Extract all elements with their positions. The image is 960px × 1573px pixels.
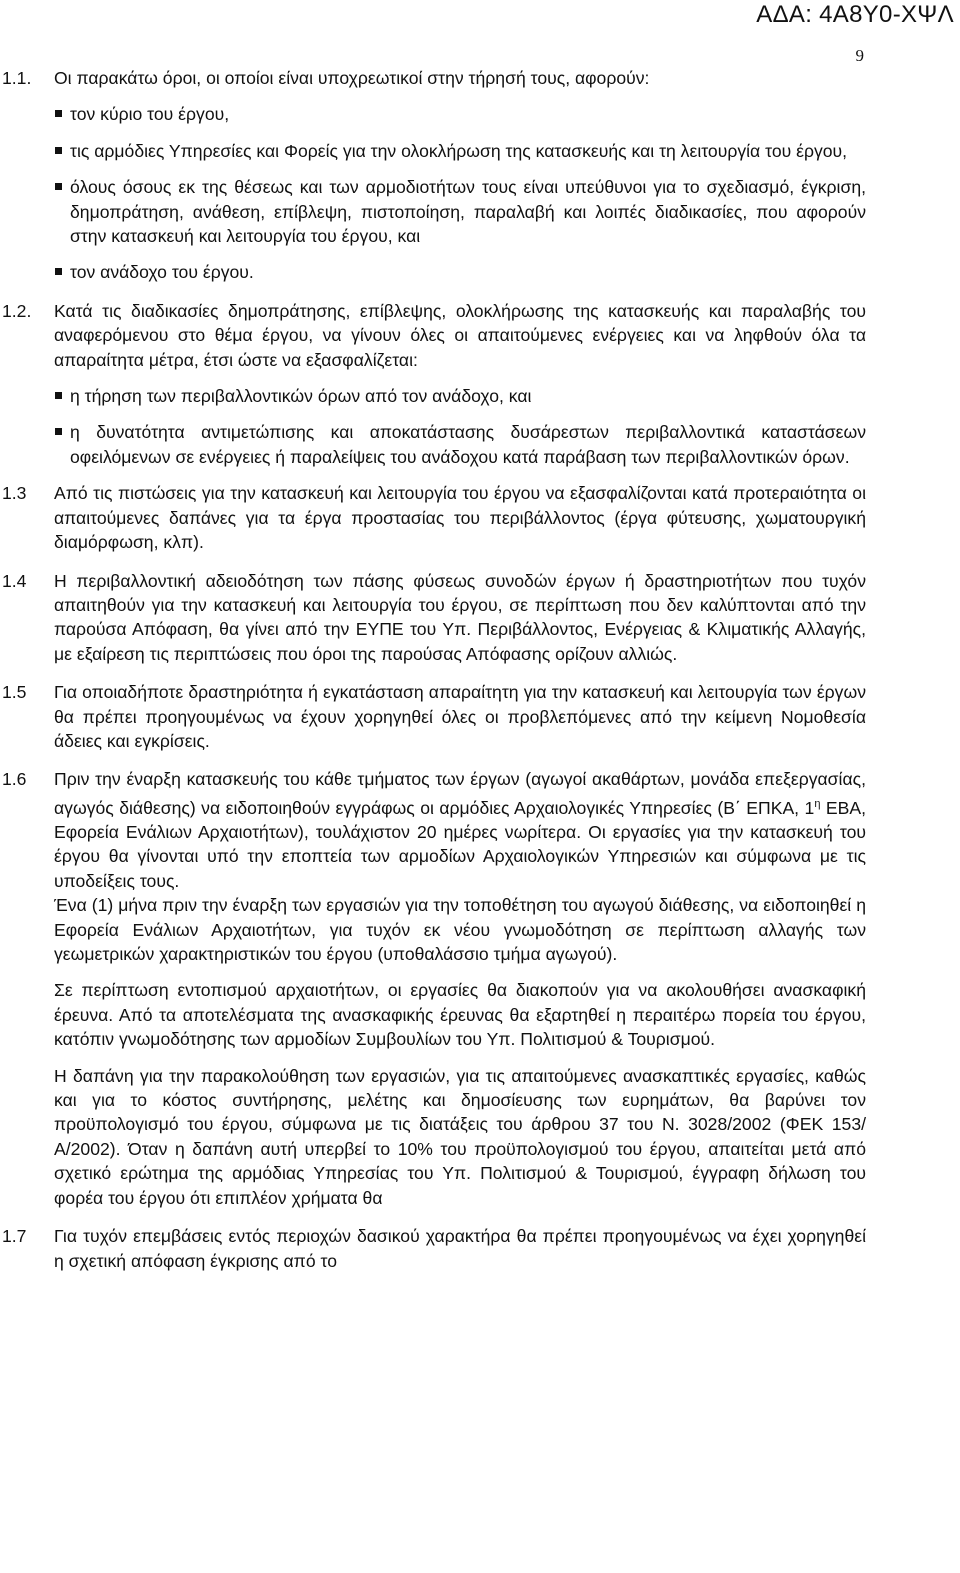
bullet-text: τον κύριο του έργου, — [70, 104, 230, 125]
section-1-2 — [0, 299, 866, 469]
section-text: Για τυχόν επεμβάσεις εντός περιοχών δασικού χαρακτήρα θα πρέπει προηγουμένως να έχει χορηγηθεί η σχετική απόφαση έγκρισης από το — [54, 1226, 866, 1271]
section-text: Για οποιαδήποτε δραστηριότητα ή εγκατάσταση απαραίτητη για την κατασκευή και λειτουργία των έργων θα πρέπει προηγουμένως να έχουν χορηγηθεί όλες οι προβλεπόμενες από την κείμενη Νομοθεσία άδειες και εγκρίσεις. — [54, 682, 866, 751]
section-paragraph — [54, 767, 866, 893]
section-paragraph: Σε περίπτωση εντοπισμού αρχαιοτήτων, οι εργασίες θα διακοπούν για να ακολουθήσει ανασκαφική έρευνα. Από τα αποτελέσματα της ανασκαφικής έρευνας θα εξαρτηθεί η περαιτέρω πορεία του έργου, κατόπιν γνωμοδότησης των αρμοδίων Συμβουλίων του Υπ. Πολιτισμού & Τουρισμού. — [54, 980, 866, 1050]
superscript: η — [814, 797, 821, 810]
bullet-item — [54, 102, 866, 126]
section-intro: Οι παρακάτω όροι, οι οποίοι είναι υποχρεωτικοί στην τήρησή τους, αφορούν: — [54, 68, 650, 88]
section-number: 1.6 — [2, 769, 27, 790]
bullet-item — [54, 139, 866, 163]
section-1-6 — [0, 767, 866, 1210]
section-1-3 — [0, 481, 866, 554]
section-number: 1.3 — [2, 483, 27, 504]
section-paragraph: Ένα (1) μήνα πριν την έναρξη των εργασιών για την τοποθέτηση του αγωγού διάθεσης, να ειδοποιηθεί η Εφορεία Ενάλιων Αρχαιοτήτων, για τυχόν εκ νέου γνωμοδότηση σε περίπτωση αλλαγής των γεωμετρικών χαρακτηριστικών του έργου (υποθαλάσσιο τμήμα αγωγού). — [54, 895, 866, 965]
section-number: 1.5 — [2, 682, 27, 703]
paragraph-text: Πριν την έναρξη κατασκευής του κάθε τμήματος των έργων (αγωγοί ακαθάρτων, μονάδα επεξεργασίας, αγωγός διάθεσης) να ειδοποιηθούν εγγράφως οι αρμόδιες Αρχαιολογικές Υπηρεσίες (Β΄ ΕΠΚΑ, 1 — [54, 769, 866, 818]
section-number: 1.2. — [2, 300, 32, 321]
section-number: 1.4 — [2, 570, 27, 591]
section-number: 1.7 — [2, 1226, 27, 1247]
document-body — [0, 66, 866, 1273]
section-text: Η περιβαλλοντική αδειοδότηση των πάσης φύσεως συνοδών έργων ή δραστηριοτήτων που τυχόν απαιτηθούν για την κατασκευή και λειτουργία του έργου, σε περίπτωση που δεν καλύπτονται από την παρούσα Απόφαση, θα γίνει από την ΕΥΠΕ του Υπ. Περιβάλλοντος, Ενέργειας & Κλιματικής Αλλαγής, με εξαίρεση τις περιπτώσεις που όροι της παρούσας Απόφασης ορίζουν αλλιώς. — [54, 570, 866, 664]
bullet-item — [54, 384, 866, 408]
bullet-text: η τήρηση των περιβαλλοντικών όρων από τον ανάδοχο, και — [70, 386, 532, 407]
section-1-4 — [0, 569, 866, 667]
bullet-text: τις αρμόδιες Υπηρεσίες και Φορείς για την ολοκλήρωση της κατασκευής και τη λειτουργία του έργου, — [70, 140, 848, 161]
ada-code: ΑΔΑ: 4Α8Υ0-ΧΨΛ — [756, 1, 954, 28]
bullet-item — [54, 175, 866, 248]
bullet-item — [54, 420, 866, 469]
section-intro: Κατά τις διαδικασίες δημοπράτησης, επίβλεψης, ολοκλήρωσης της κατασκευής και παραλαβής του αναφερόμενου στο θέμα έργου, να γίνουν όλες οι απαιτούμενες ενέργειες και να ληφθούν όλα τα απαραίτητα μέτρα, έτσι ώστε να εξασφαλίζεται: — [54, 300, 866, 370]
bullet-text: όλους όσους εκ της θέσεως και των αρμοδιοτήτων τους είναι υπεύθυνοι για το σχεδιασμό, έγκριση, δημοπράτηση, ανάθεση, επίβλεψη, πιστοποίηση, παραλαβή και λοιπές διαδικασίες, που αφορούν στην κατασκευή και λειτουργία του έργου, και — [70, 177, 866, 247]
paragraph-text: ΕΒΑ, Εφορεία Ενάλιων Αρχαιοτήτων), τουλάχιστον 20 ημέρες νωρίτερα. Οι εργασίες για την κατασκευή του έργου θα γίνονται υπό την εποπτεία των αρμοδίων Αρχαιολογικών Υπηρεσιών και σύμφωνα με τις υποδείξεις τους. — [54, 797, 866, 891]
bullet-item — [54, 260, 866, 284]
bullet-text: τον ανάδοχο του έργου. — [70, 262, 254, 283]
section-1-1 — [0, 66, 866, 285]
section-text: Από τις πιστώσεις για την κατασκευή και λειτουργία του έργου να εξασφαλίζονται κατά προτεραιότητα οι απαιτούμενες δαπάνες για τα έργα προστασίας του περιβάλλοντος (έργα φύτευσης, χωματουργική διαμόρφωση, κλπ). — [54, 483, 866, 553]
section-1-5 — [0, 680, 866, 753]
section-number: 1.1. — [2, 68, 32, 88]
page-number: 9 — [855, 46, 864, 65]
section-paragraph: Η δαπάνη για την παρακολούθηση των εργασιών, για τις απαιτούμενες ανασκαπτικές εργασίες, καθώς και για το κόστος συντήρησης, μελέτης και δημοσίευσης των ευρημάτων, θα βαρύνει τον προϋπολογισμό του έργου, σύμφωνα με τις διατάξεις του άρθρου 37 του Ν. 3028/2002 (ΦΕΚ 153/Α/2002). Όταν η δαπάνη αυτή υπερβεί το 10% του προϋπολογισμού του έργου, απαιτείται μετά από σχετικό ερώτημα της αρμόδιας Υπηρεσίας του Υπ. Πολιτισμού & Τουρισμού, έγγραφη δήλωση του φορέα του έργου ότι επιπλέον χρήματα θα — [54, 1065, 866, 1208]
bullet-text: η δυνατότητα αντιμετώπισης και αποκατάστασης δυσάρεστων περιβαλλοντικά καταστάσεων οφειλόμενων σε ενέργειες ή παραλείψεις του ανάδοχου κατά παράβαση των περιβαλλοντικών όρων. — [70, 422, 866, 467]
section-1-7 — [0, 1224, 866, 1273]
